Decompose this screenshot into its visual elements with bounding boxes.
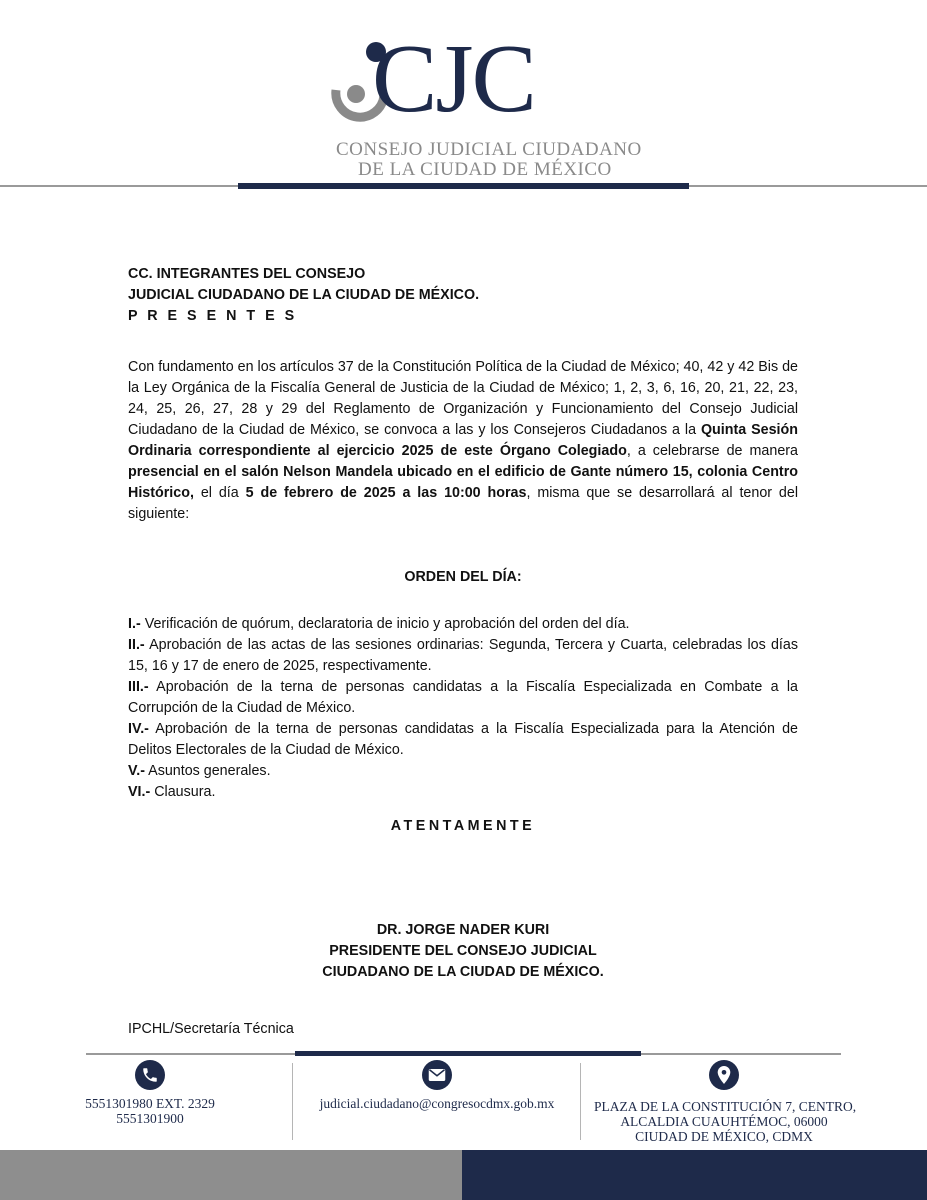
agenda-item-number: IV.- (128, 721, 149, 737)
agenda-item (128, 719, 798, 761)
session-datetime: 5 de febrero de 2025 a las 10:00 horas (245, 485, 527, 501)
signer-name: DR. JORGE NADER KURI (376, 922, 550, 938)
addressee-block (128, 264, 798, 327)
address-line: CIUDAD DE MÉXICO, CDMX (635, 1129, 813, 1144)
agenda-item-text: Aprobación de las actas de las sesiones ordinarias: Segunda, Tercera y Cuarta, celebradas los días 15, 16 y 17 de enero de 2025, respectivamente. (128, 637, 798, 674)
footer-band-grey (0, 1150, 462, 1200)
agenda-title: ORDEN DEL DÍA: (404, 569, 522, 585)
agenda-item-text: Clausura. (150, 784, 216, 800)
agenda-item-text: Asuntos generales. (144, 763, 271, 779)
phone-number[interactable]: 5551301900 (116, 1111, 184, 1126)
location-pin-icon (709, 1060, 739, 1090)
header-accent-bar (238, 183, 689, 189)
paragraph-text: el día (193, 485, 246, 501)
paragraph-text: Con fundamento en los artículos 37 de la Constitución Política de la Ciudad de México; 40, 42 y 42 Bis de la Ley Orgánica de la Fiscalía General de Justicia de la Ciudad de México; 1, 2, 3, 6, 16, 20, 21, 22, 23, 24, 25, 26, 27, 28 y 29 del Reglamento de Organización y Funcionamiento del Consejo Judicial Ciudadano de la Ciudad de México, se convoca a las y los Consejeros Ciudadanos a la (128, 359, 798, 438)
agenda-item-number: I.- (128, 616, 141, 632)
agenda-item (128, 635, 798, 677)
logo-org-name-line1: CONSEJO JUDICIAL CIUDADANO (336, 139, 642, 160)
paragraph-text: , a celebrarse de manera (626, 443, 798, 459)
addressee-line: CC. INTEGRANTES DEL CONSEJO (128, 266, 366, 282)
addressee-presentes: P R E S E N T E S (128, 308, 298, 324)
footer-separator (580, 1063, 581, 1140)
logo-letters: CJC (372, 25, 535, 133)
phone-number[interactable]: 5551301980 EXT. 2329 (85, 1096, 215, 1111)
footer-accent-bar (295, 1051, 641, 1056)
agenda-item (128, 761, 798, 782)
signature-block (128, 920, 798, 983)
footer-separator (292, 1063, 293, 1140)
signer-title: CIUDADANO DE LA CIUDAD DE MÉXICO. (322, 964, 604, 980)
session-location: presencial en el salón Nelson Mandela ubicado en el edificio de Gante número 15, colonia Centro Histórico, (128, 464, 798, 501)
agenda-item (128, 677, 798, 719)
email-link[interactable]: judicial.ciudadano@congresocdmx.gob.mx (319, 1096, 555, 1111)
closing-atentamente: ATENTAMENTE (390, 818, 536, 834)
address-line: PLAZA DE LA CONSTITUCIÓN 7, CENTRO, (594, 1099, 857, 1114)
mail-icon (422, 1060, 452, 1090)
footer-band-navy (462, 1150, 927, 1200)
paragraph-text: , misma que se desarrollará al tenor del siguiente: (128, 485, 799, 522)
address-line: ALCALDIA CUAUHTÉMOC, 06000 (620, 1114, 828, 1129)
addressee-line: JUDICIAL CIUDADANO DE LA CIUDAD DE MÉXICO. (128, 287, 480, 303)
convocation-paragraph (128, 357, 798, 525)
agenda-list (128, 614, 798, 803)
agenda-item (128, 782, 798, 803)
agenda-item (128, 614, 798, 635)
session-name: Quinta Sesión Ordinaria correspondiente al ejercicio 2025 de este Órgano Colegiado (128, 422, 798, 459)
agenda-item-number: VI.- (128, 784, 151, 800)
agenda-item-text: Aprobación de la terna de personas candidatas a la Fiscalía Especializada para la Atención de Delitos Electorales de la Ciudad de México. (128, 721, 798, 758)
phone-icon (135, 1060, 165, 1090)
cjc-logo (330, 25, 642, 188)
agenda-item-number: V.- (128, 763, 145, 779)
agenda-item-text: Aprobación de la terna de personas candidatas a la Fiscalía Especializada en Combate a la Corrupción de la Ciudad de México. (128, 679, 798, 716)
agenda-item-number: III.- (128, 679, 149, 695)
reference-initials: IPCHL/Secretaría Técnica (128, 1021, 294, 1037)
logo-org-name-line2: DE LA CIUDAD DE MÉXICO (358, 159, 612, 180)
agenda-item-number: II.- (128, 637, 145, 653)
agenda-item-text: Verificación de quórum, declaratoria de inicio y aprobación del orden del día. (140, 616, 630, 632)
signer-title: PRESIDENTE DEL CONSEJO JUDICIAL (329, 943, 597, 959)
